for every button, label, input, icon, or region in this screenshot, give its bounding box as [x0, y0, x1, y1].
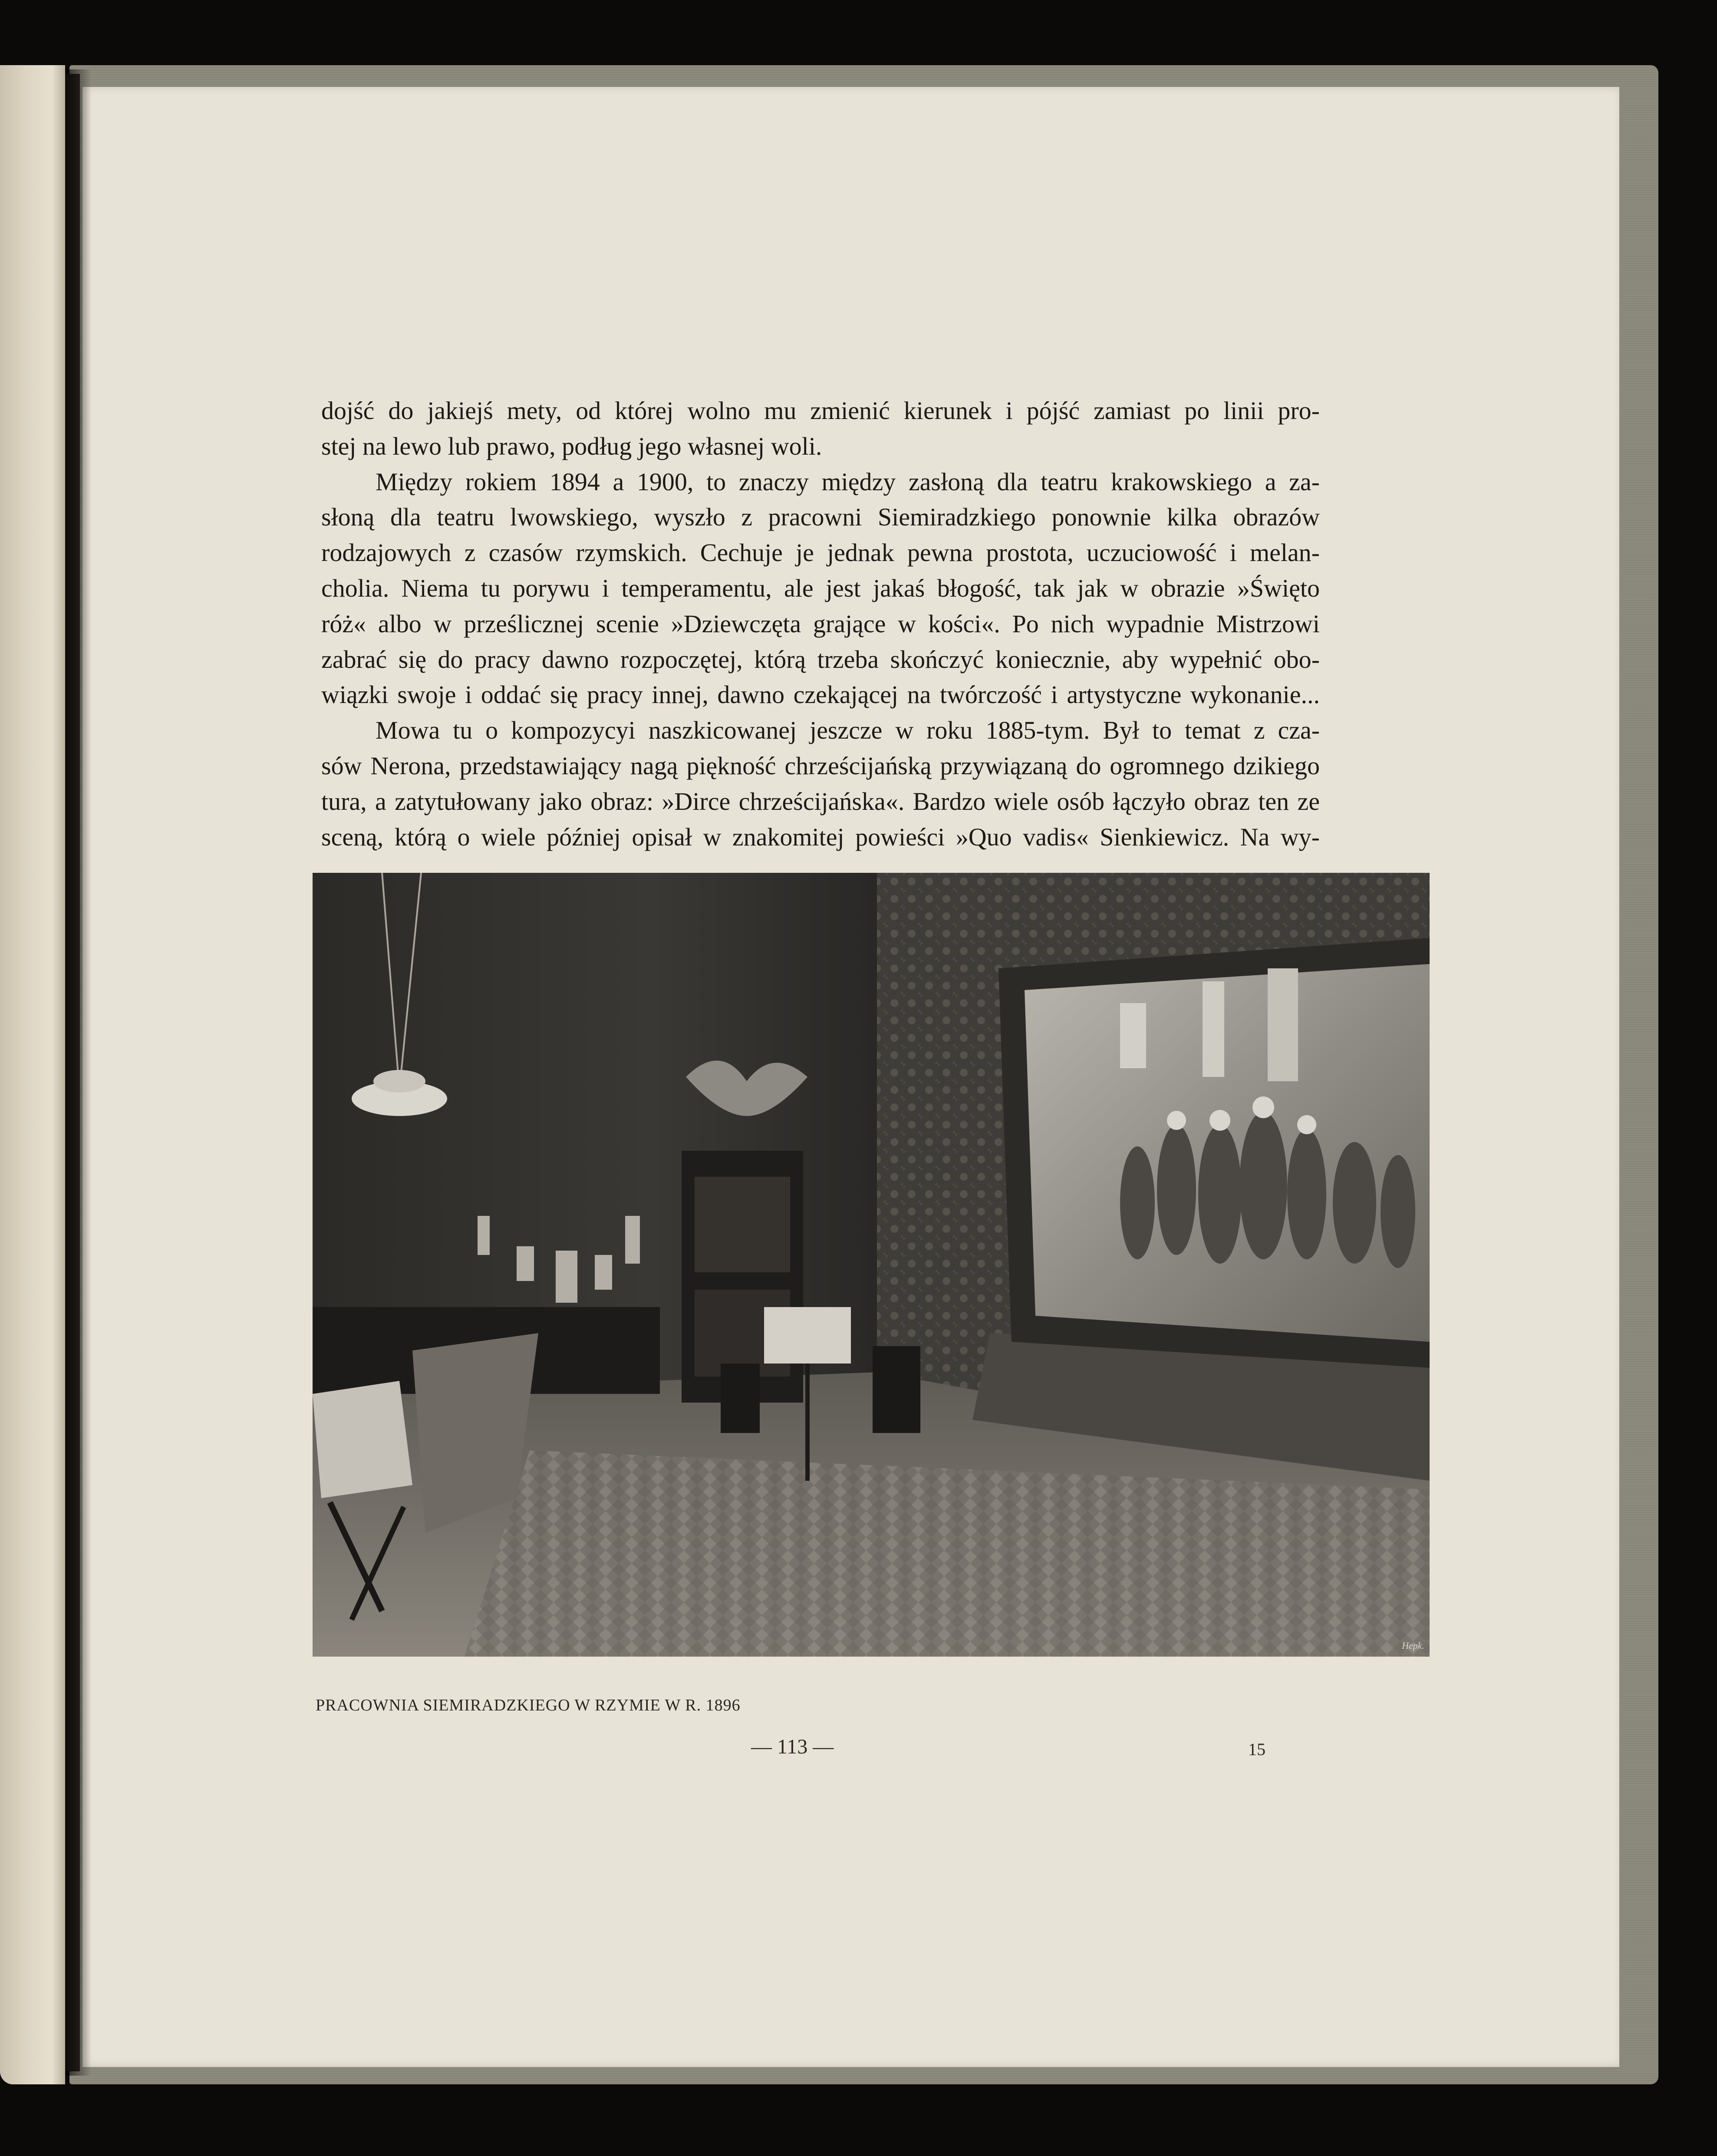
body-text [321, 393, 1320, 855]
text-line: słoną dla teatru lwowskiego, wyszło z pracowni Siemiradzkiego ponownie kilka obrazów [321, 503, 1320, 532]
text-line: dojść do jakiejś mety, od której wolno mu zmienić kierunek i pójść zamiast po linii pro- [321, 396, 1320, 425]
figure-caption: PRACOWNIA SIEMIRADZKIEGO W RZYMIE W R. 1896 [316, 1696, 741, 1714]
text-line: Mowa tu o kompozycyi naszkicowanej jeszcze w roku 1885-tym. Był to temat z cza- [376, 716, 1320, 745]
text-line: wiązki swoje i oddać się pracy innej, dawno czekającej na twórczość i artystyczne wykonanie... [321, 680, 1320, 709]
text-line: cholia. Niema tu porywu i temperamentu, ale jest jakaś błogość, tak jak w obrazie »Święto [321, 574, 1320, 602]
spine-shadow [65, 69, 91, 2076]
studio-photograph [313, 873, 1430, 1657]
paragraph [321, 464, 1320, 713]
facing-page-edge [0, 65, 65, 2084]
paragraph [321, 713, 1320, 855]
text-line: Między rokiem 1894 a 1900, to znaczy między zasłoną dla teatru krakowskiego a za- [376, 467, 1320, 496]
text-line: sów Nerona, przedstawiający nagą piękność chrześcijańską przywiązaną do ogromnego dzikiego [321, 751, 1320, 780]
text-line: sceną, którą o wiele później opisał w znakomitej powieści »Quo vadis« Sienkiewicz. Na wy- [321, 822, 1320, 851]
studio-photograph-image [313, 873, 1430, 1657]
text-line: rodzajowych z czasów rzymskich. Cechuje je jednak pewna prostota, uczuciowość i melan- [321, 538, 1320, 567]
paragraph [321, 393, 1320, 464]
text-line: róż« albo w prześlicznej scenie »Dziewczęta grające w kości«. Po nich wypadnie Mistrzowi [321, 609, 1320, 638]
text-line: zabrać się do pracy dawno rozpoczętej, którą trzeba skończyć koniecznie, aby wypełnić obo- [321, 645, 1320, 674]
signature-mark: 15 [1248, 1740, 1266, 1759]
page-number: — 113 — [751, 1735, 834, 1758]
text-line: stej na lewo lub prawo, podług jego własnej woli. [321, 432, 822, 460]
text-line: tura, a zatytułowany jako obraz: »Dirce chrześcijańska«. Bardzo wiele osób łączyło obraz ten ze [321, 787, 1320, 816]
engraver-mark: Hepk. [1402, 1640, 1424, 1651]
